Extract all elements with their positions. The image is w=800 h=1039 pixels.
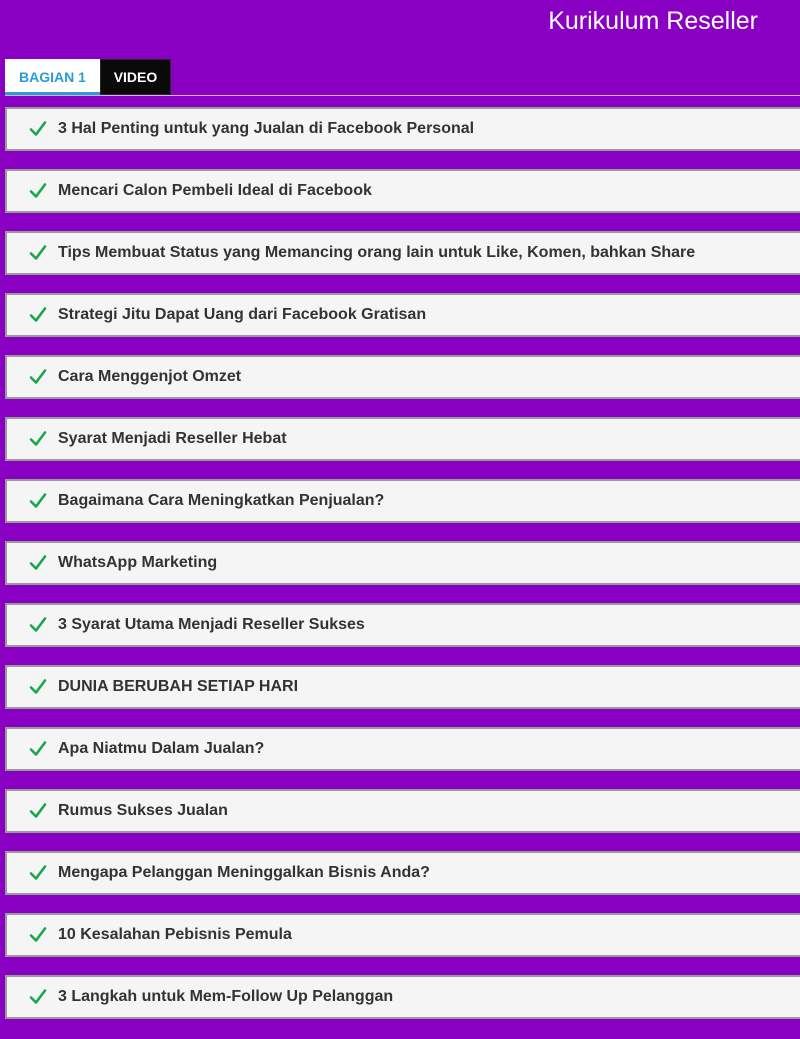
check-icon xyxy=(28,615,48,635)
lesson-title: WhatsApp Marketing xyxy=(58,554,218,571)
lesson-title: Apa Niatmu Dalam Jualan? xyxy=(58,740,265,757)
lesson-item[interactable] xyxy=(5,479,800,523)
lesson-title: 10 Kesalahan Pebisnis Pemula xyxy=(58,926,292,943)
lesson-title: Cara Menggenjot Omzet xyxy=(58,368,242,385)
lesson-title: Strategi Jitu Dapat Uang dari Facebook Gratisan xyxy=(58,306,427,323)
tab-bar xyxy=(5,59,171,95)
lesson-item[interactable] xyxy=(5,355,800,399)
lesson-title: 3 Hal Penting untuk yang Jualan di Facebook Personal xyxy=(58,120,475,137)
lesson-item[interactable] xyxy=(5,231,800,275)
lesson-item[interactable] xyxy=(5,417,800,461)
lesson-item[interactable] xyxy=(5,107,800,151)
lesson-list xyxy=(5,107,800,1037)
check-icon xyxy=(28,801,48,821)
lesson-item[interactable] xyxy=(5,851,800,895)
tab-video[interactable]: VIDEO xyxy=(100,59,171,95)
lesson-item[interactable] xyxy=(5,541,800,585)
lesson-title: Syarat Menjadi Reseller Hebat xyxy=(58,430,287,447)
lesson-title: 3 Langkah untuk Mem-Follow Up Pelanggan xyxy=(58,988,394,1005)
check-icon xyxy=(28,677,48,697)
lesson-item[interactable] xyxy=(5,975,800,1019)
lesson-item[interactable] xyxy=(5,789,800,833)
check-icon xyxy=(28,739,48,759)
check-icon xyxy=(28,181,48,201)
lesson-title: Rumus Sukses Jualan xyxy=(58,802,228,819)
lesson-title: Bagaimana Cara Meningkatkan Penjualan? xyxy=(58,492,385,509)
check-icon xyxy=(28,243,48,263)
lesson-item[interactable] xyxy=(5,603,800,647)
lesson-title: Mencari Calon Pembeli Ideal di Facebook xyxy=(58,182,372,199)
check-icon xyxy=(28,863,48,883)
check-icon xyxy=(28,925,48,945)
lesson-item[interactable] xyxy=(5,913,800,957)
lesson-item[interactable] xyxy=(5,169,800,213)
check-icon xyxy=(28,987,48,1007)
lesson-title: 3 Syarat Utama Menjadi Reseller Sukses xyxy=(58,616,365,633)
tab-bagian-1[interactable]: BAGIAN 1 xyxy=(5,59,100,95)
check-icon xyxy=(28,553,48,573)
tab-divider xyxy=(5,95,800,96)
check-icon xyxy=(28,305,48,325)
lesson-item[interactable] xyxy=(5,665,800,709)
page-title: Kurikulum Reseller xyxy=(548,7,758,35)
lesson-title: Mengapa Pelanggan Meninggalkan Bisnis Anda? xyxy=(58,864,430,881)
lesson-title: DUNIA BERUBAH SETIAP HARI xyxy=(58,678,299,695)
check-icon xyxy=(28,429,48,449)
lesson-item[interactable] xyxy=(5,293,800,337)
check-icon xyxy=(28,491,48,511)
check-icon xyxy=(28,119,48,139)
lesson-item[interactable] xyxy=(5,727,800,771)
check-icon xyxy=(28,367,48,387)
lesson-title: Tips Membuat Status yang Memancing orang lain untuk Like, Komen, bahkan Share xyxy=(58,244,696,261)
